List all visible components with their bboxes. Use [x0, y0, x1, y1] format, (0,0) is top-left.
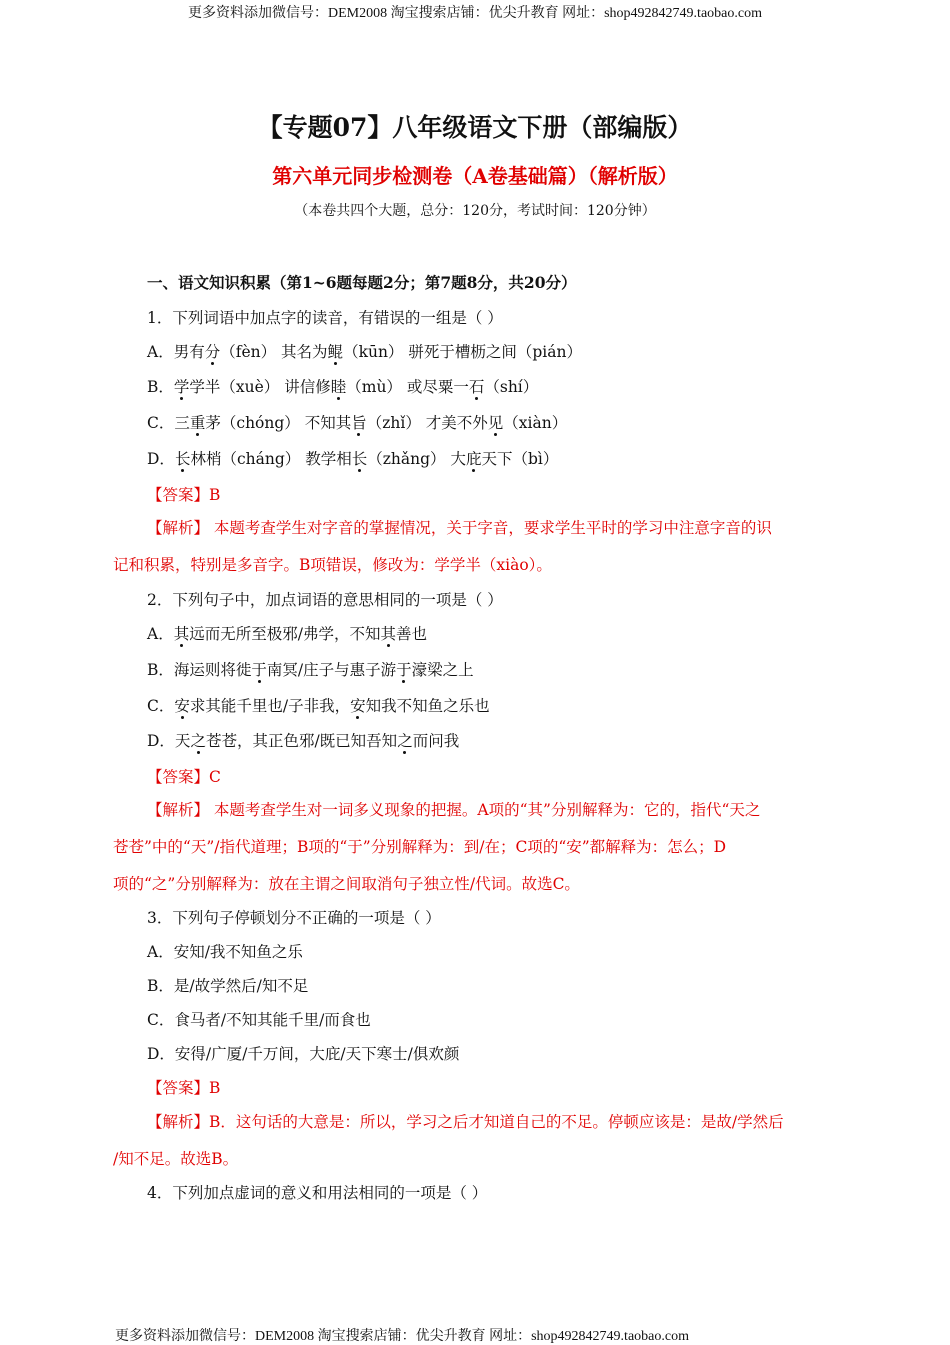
dotted-char: 于: [251, 661, 267, 679]
dotted-char: 长: [351, 450, 368, 468]
dotted-char: 之: [190, 732, 206, 750]
analysis-line: /知不足。故选B。: [113, 1150, 239, 1168]
answer: 【答案】C: [147, 768, 221, 786]
document-subtitle: 第六单元同步检测卷（A卷基础篇）（解析版）: [272, 164, 678, 188]
analysis-line: 记和积累，特别是多音字。B项错误，修改为：学学半（xiào）。: [113, 556, 552, 574]
option-b: B．学学半（xuè） 讲信修睦（mù） 或尽粟一石（shí）: [147, 378, 539, 396]
dotted-char: 安: [174, 697, 190, 715]
exam-note: （本卷共四个大题，总分：120分，考试时间：120分钟）: [294, 203, 656, 219]
analysis-line: 【解析】 本题考查学生对字音的掌握情况，关于字音，要求学生平时的学习中注意字音的识: [147, 519, 772, 537]
dotted-char: 旨: [351, 414, 367, 432]
option-a: A．安知/我不知鱼之乐: [147, 943, 303, 961]
dotted-char: 其: [173, 625, 190, 643]
dotted-char: 见: [487, 414, 504, 432]
option-c: C．食马者/不知其能千里/而食也: [147, 1011, 371, 1029]
dotted-char: 于: [396, 661, 412, 679]
option-a: A．男有分（fèn） 其名为鲲（kūn） 骈死于槽枥之间（pián）: [147, 343, 582, 361]
page-header: 更多资料添加微信号：DEM2008 淘宝搜索店铺：优尖升教育 网址：shop492842749.taobao.com: [188, 6, 762, 21]
page-footer: 更多资料添加微信号：DEM2008 淘宝搜索店铺：优尖升教育 网址：shop492842749.taobao.com: [115, 1329, 689, 1344]
analysis-line: 【解析】B．这句话的大意是：所以，学习之后才知道自己的不足。停顿应该是：是故/学然后: [147, 1113, 784, 1131]
question-stem: 2．下列句子中，加点词语的意思相同的一项是（ ）: [147, 591, 503, 609]
question-stem: 4．下列加点虚词的意义和用法相同的一项是（ ）: [147, 1184, 488, 1202]
option-d: D．安得/广厦/千万间，大庇/天下寒士/俱欢颜: [147, 1045, 460, 1063]
option-d: D．长林梢（cháng） 教学相长（zhǎng） 大庇天下（bì）: [147, 450, 559, 468]
option-c: C．三重茅（chóng） 不知其旨（zhǐ） 才美不外见（xiàn）: [147, 414, 568, 432]
question-stem: 3．下列句子停顿划分不正确的一项是（ ）: [147, 909, 441, 927]
dotted-char: 庇: [465, 450, 482, 468]
option-b: B．是/故学然后/知不足: [147, 977, 309, 995]
question-stem: 1．下列词语中加点字的读音，有错误的一组是（ ）: [147, 309, 503, 327]
analysis-line: 项的“之”分别解释为：放在主谓之间取消句子独立性/代词。故选C。: [113, 875, 580, 893]
dotted-char: 分: [204, 343, 221, 361]
dotted-char: 石: [468, 378, 485, 396]
dotted-char: 长: [174, 450, 191, 468]
dotted-char: 之: [397, 732, 413, 750]
analysis-line: 苍苍”中的“天”/指代道理；B项的“于”分别解释为：到/在；C项的“安”都解释为：怎么；D: [113, 838, 727, 856]
analysis-line: 【解析】 本题考查学生对一词多义现象的把握。A项的“其”分别解释为：它的，指代“天之: [147, 801, 761, 819]
answer: 【答案】B: [147, 486, 221, 504]
dotted-char: 睦: [330, 378, 347, 396]
document-title: 【专题07】八年级语文下册（部编版）: [257, 113, 693, 142]
dotted-char: 学: [173, 378, 190, 396]
option-c: C．安求其能千里也/子非我，安知我不知鱼之乐也: [147, 697, 490, 715]
section-heading: 一、语文知识积累（第1~6题每题2分；第7题8分，共20分）: [147, 273, 577, 292]
dotted-char: 其: [380, 625, 396, 643]
dotted-char: 安: [350, 697, 366, 715]
option-d: D．天之苍苍，其正色邪/既已知吾知之而问我: [147, 732, 460, 750]
dotted-char: 重: [189, 414, 206, 432]
option-a: A．其远而无所至极邪/弗学，不知其善也: [147, 625, 427, 643]
answer: 【答案】B: [147, 1079, 221, 1097]
option-b: B．海运则将徙于南冥/庄子与惠子游于濠梁之上: [147, 661, 474, 679]
dotted-char: 鲲: [327, 343, 344, 361]
